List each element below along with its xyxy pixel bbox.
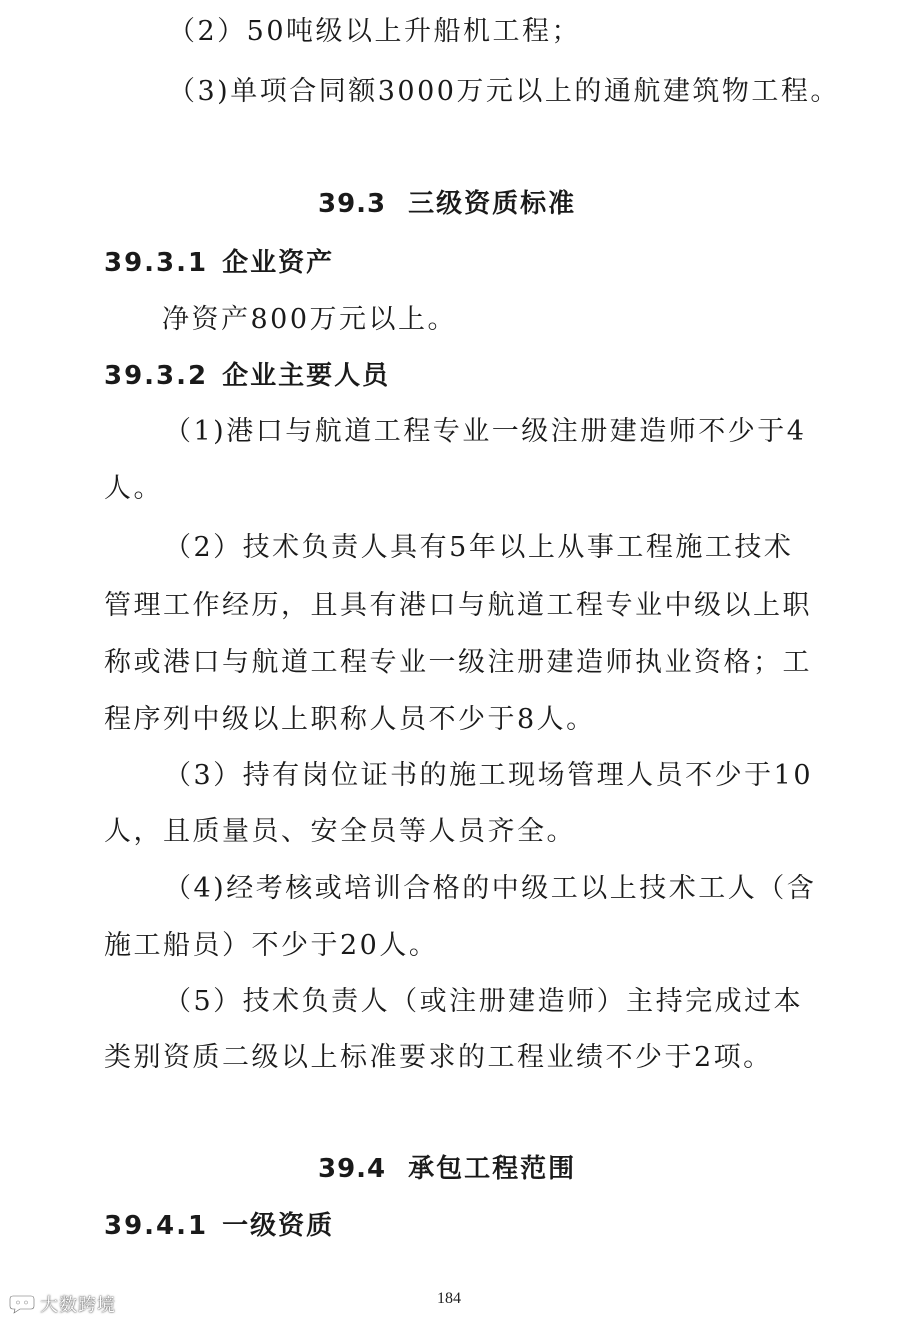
subsection-number: 39.3.1 xyxy=(104,248,209,278)
subsection-title: 企业资产 xyxy=(222,248,335,278)
section-title: 承包工程范围 xyxy=(408,1154,577,1184)
watermark xyxy=(8,1291,116,1317)
paragraph-2-line-4: 程序列中级以上职称人员不少于8人。 xyxy=(104,704,596,735)
subsection-heading-39-3-1 xyxy=(104,247,334,279)
item-3-text: （3)单项合同额3000万元以上的通航建筑物工程。 xyxy=(168,76,840,107)
paragraph-4-line-1: （4)经考核或培训合格的中级工以上技术工人（含 xyxy=(164,873,817,904)
watermark-text: 大数跨境 xyxy=(40,1295,116,1316)
page-number: 184 xyxy=(437,1290,461,1307)
section-title: 三级资质标准 xyxy=(408,189,577,219)
subsection-heading-39-4-1 xyxy=(104,1210,334,1242)
subsection-title: 企业主要人员 xyxy=(222,361,391,391)
subsection-title: 一级资质 xyxy=(222,1211,335,1241)
paragraph-5-line-1: （5）技术负责人（或注册建造师）主持完成过本 xyxy=(164,986,804,1017)
chat-bubble-logo-icon xyxy=(8,1293,36,1315)
paragraph-4-line-2: 施工船员）不少于20人。 xyxy=(104,930,439,961)
section-heading-39-4 xyxy=(318,1153,576,1185)
subsection-number: 39.3.2 xyxy=(104,361,209,391)
section-heading-39-3 xyxy=(318,188,576,220)
subsection-number: 39.4.1 xyxy=(104,1211,209,1241)
paragraph-1-line-1: （1)港口与航道工程专业一级注册建造师不少于4 xyxy=(164,416,807,447)
net-assets-text: 净资产800万元以上。 xyxy=(162,304,458,335)
item-2-text: （2）50吨级以上升船机工程； xyxy=(168,16,582,47)
subsection-heading-39-3-2 xyxy=(104,360,390,392)
paragraph-3-line-2: 人，且质量员、安全员等人员齐全。 xyxy=(104,816,576,847)
paragraph-2-line-1: （2）技术负责人具有5年以上从事工程施工技术 xyxy=(164,532,794,563)
section-number: 39.3 xyxy=(318,189,387,219)
paragraph-2-line-2: 管理工作经历，且具有港口与航道工程专业中级以上职 xyxy=(104,590,812,621)
paragraph-2-line-3: 称或港口与航道工程专业一级注册建造师执业资格；工 xyxy=(104,647,812,678)
paragraph-5-line-2: 类别资质二级以上标准要求的工程业绩不少于2项。 xyxy=(104,1042,773,1073)
section-number: 39.4 xyxy=(318,1154,387,1184)
paragraph-1-line-2: 人。 xyxy=(104,473,163,504)
paragraph-3-line-1: （3）持有岗位证书的施工现场管理人员不少于10 xyxy=(164,760,814,791)
